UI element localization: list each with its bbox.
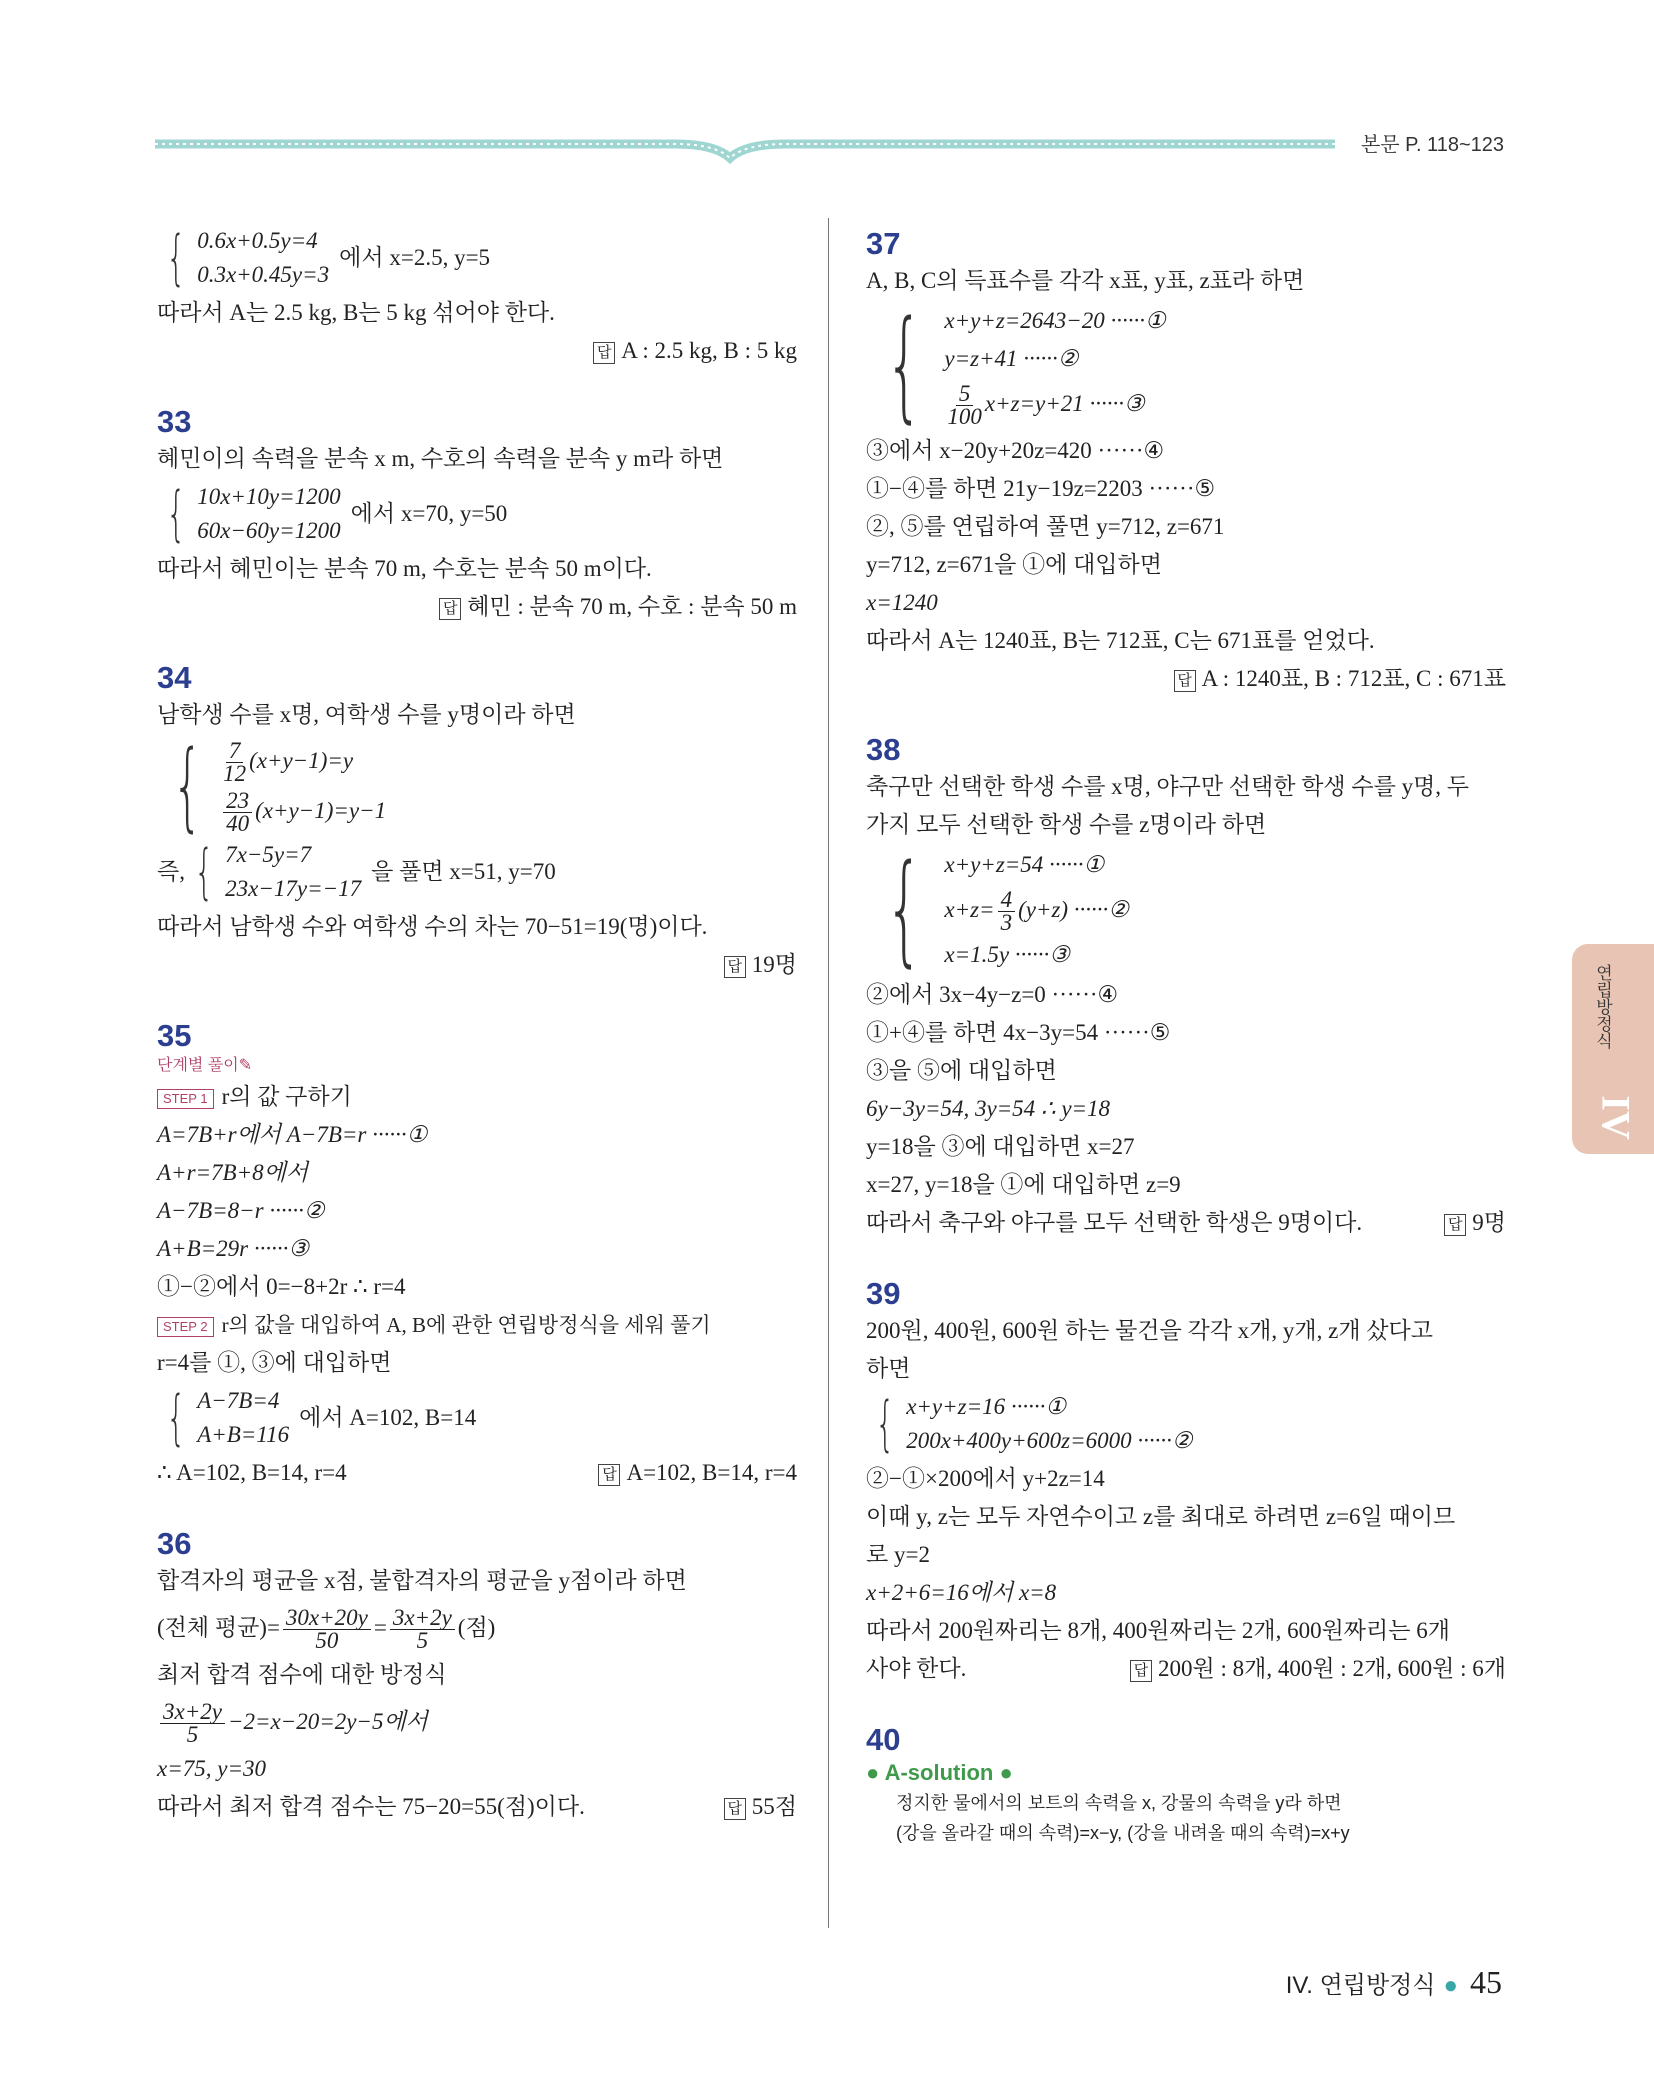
page-number: 45 bbox=[1470, 1964, 1502, 2000]
answer-badge: 답 bbox=[724, 1798, 746, 1820]
equation: x+y+z=16 ······① bbox=[906, 1394, 1066, 1419]
a-solution-heading: ● A-solution ● bbox=[866, 1760, 1013, 1785]
problem-text: 합격자의 평균을 x점, 불합격자의 평균을 y점이라 하면 bbox=[157, 1568, 687, 1593]
brace: { bbox=[194, 837, 214, 907]
equation-system bbox=[866, 296, 1506, 435]
equation: A+B=116 bbox=[197, 1422, 290, 1447]
conclusion-row bbox=[866, 1204, 1506, 1242]
problem-number: 33 bbox=[157, 404, 192, 439]
equation-line: x=1240 bbox=[866, 590, 938, 615]
equation: 200x+400y+600z=6000 ······② bbox=[906, 1428, 1193, 1453]
problem-number: 34 bbox=[157, 660, 192, 695]
equation-line: ②−①×200에서 y+2z=14 bbox=[866, 1466, 1105, 1491]
equation: $\frac{5}{100}$ x+z=y+21 ······③ bbox=[947, 381, 1145, 430]
problem-text: 최저 합격 점수에 대한 방정식 bbox=[157, 1662, 447, 1687]
equation-line: ①+④를 하면 4x−3y=54 ······⑤ bbox=[866, 1020, 1171, 1045]
equation-line: x=75, y=30 bbox=[157, 1756, 266, 1781]
equation: x=1.5y ······③ bbox=[944, 942, 1070, 967]
conclusion-text: 따라서 혜민이는 분속 70 m, 수호는 분속 50 m이다. bbox=[157, 556, 652, 581]
equation: x+y+z=2643−20 ······① bbox=[944, 308, 1166, 333]
conclusion-text: 따라서 A는 1240표, B는 712표, C는 671표를 얻었다. bbox=[866, 628, 1375, 653]
conclusion-text: 따라서 축구와 야구를 모두 선택한 학생은 9명이다. bbox=[866, 1210, 1363, 1235]
equation-line: ③을 ⑤에 대입하면 bbox=[866, 1058, 1057, 1083]
brace: { bbox=[875, 1389, 895, 1459]
conclusion-row bbox=[157, 1454, 797, 1492]
problem-number: 36 bbox=[157, 1526, 192, 1561]
answer-text: 19명 bbox=[751, 952, 797, 977]
equation-system bbox=[157, 730, 797, 842]
conclusion-text: ∴ A=102, B=14, r=4 bbox=[157, 1460, 347, 1485]
lightbulb-icon: ● bbox=[1443, 1972, 1458, 1999]
conclusion-text: 따라서 남학생 수와 여학생 수의 차는 70−51=19(명)이다. bbox=[157, 914, 708, 939]
equation-line: A−7B=8−r ······② bbox=[157, 1198, 325, 1223]
brace: { bbox=[166, 1383, 186, 1453]
problem-text: 혜민이의 속력을 분속 x m, 수호의 속력을 분속 y m라 하면 bbox=[157, 446, 724, 471]
equation-line: 6y−3y=54, 3y=54 ∴ y=18 bbox=[866, 1096, 1111, 1121]
bullet-icon: ● bbox=[999, 1760, 1013, 1785]
problem-text: 하면 bbox=[866, 1356, 911, 1381]
equation-system bbox=[157, 838, 797, 906]
equation-line: x+2+6=16에서 x=8 bbox=[866, 1580, 1057, 1605]
answer-text: 9명 bbox=[1472, 1210, 1506, 1235]
answer-badge: 답 bbox=[1444, 1214, 1466, 1236]
conclusion-text: 따라서 200원짜리는 8개, 400원짜리는 2개, 600원짜리는 6개 bbox=[866, 1618, 1450, 1643]
equation: 7x−5y=7 bbox=[225, 842, 312, 867]
chapter-roman: IV bbox=[1593, 1095, 1639, 1140]
answer-text: 200원 : 8개, 400원 : 2개, 600원 : 6개 bbox=[1158, 1656, 1506, 1681]
answer-line bbox=[157, 332, 797, 370]
answer-line bbox=[866, 660, 1506, 698]
page-footer bbox=[1286, 1964, 1502, 2001]
equation: 10x+10y=1200 bbox=[197, 484, 341, 509]
problem-text: 축구만 선택한 학생 수를 x명, 야구만 선택한 학생 수를 y명, 두 bbox=[866, 774, 1470, 799]
answer-line bbox=[157, 588, 797, 626]
problem-text: 200원, 400원, 600원 하는 물건을 각각 x개, y개, z개 샀다고 bbox=[866, 1318, 1433, 1343]
equation: $\frac{7}{12}$ (x+y−1)=y bbox=[223, 738, 354, 787]
solution-text: 에서 x=70, y=50 bbox=[350, 501, 508, 526]
equation-line: A+B=29r ······③ bbox=[157, 1236, 309, 1261]
answer-line bbox=[157, 946, 797, 984]
equation-line: y=712, z=671을 ①에 대입하면 bbox=[866, 552, 1162, 577]
equation-line: (전체 평균)= $\frac{30x+20y}{50}$ = $\frac{3x+2y}{5}$ (점) bbox=[157, 1605, 496, 1654]
problem-number: 39 bbox=[866, 1276, 901, 1311]
problem-number: 38 bbox=[866, 732, 901, 767]
equation-line: $\frac{3x+2y}{5}$ −2=x−20=2y−5에서 bbox=[157, 1694, 797, 1750]
equation-system bbox=[866, 840, 1506, 979]
equation-line: ①−②에서 0=−8+2r ∴ r=4 bbox=[157, 1274, 406, 1299]
equation-line: A=7B+r에서 A−7B=r ······① bbox=[157, 1122, 428, 1147]
brace: { bbox=[172, 730, 203, 842]
answer-badge: 답 bbox=[593, 342, 615, 364]
answer-text: A : 1240표, B : 712표, C : 671표 bbox=[1201, 666, 1506, 691]
equation-line: r=4를 ①, ③에 대입하면 bbox=[157, 1350, 392, 1375]
equation-line: x=27, y=18을 ①에 대입하면 z=9 bbox=[866, 1172, 1181, 1197]
conclusion-text: 따라서 A는 2.5 kg, B는 5 kg 섞어야 한다. bbox=[157, 300, 555, 325]
a-solution-text: (강을 올라갈 때의 속력)=x−y, (강을 내려올 때의 속력)=x+y bbox=[896, 1823, 1350, 1843]
equation: $\frac{23}{40}$ (x+y−1)=y−1 bbox=[220, 786, 386, 836]
page-reference: 본문 P. 118~123 bbox=[1360, 134, 1504, 156]
answer-text: A=102, B=14, r=4 bbox=[626, 1460, 797, 1485]
brace: { bbox=[885, 840, 924, 979]
equation: x+z= $\frac{4}{3}$ (y+z) ······② bbox=[944, 887, 1129, 936]
problem-number: 37 bbox=[866, 226, 901, 261]
step-title: r의 값을 대입하여 A, B에 관한 연립방정식을 세워 풀기 bbox=[221, 1313, 711, 1337]
brace: { bbox=[885, 296, 924, 435]
equation-line: ①−④를 하면 21y−19z=2203 ······⑤ bbox=[866, 476, 1216, 501]
equation: 0.3x+0.45y=3 bbox=[197, 262, 330, 287]
problem-text: 가지 모두 선택한 학생 수를 z명이라 하면 bbox=[866, 812, 1267, 837]
answer-badge: 답 bbox=[724, 956, 746, 978]
equation-line: ②에서 3x−4y−z=0 ······④ bbox=[866, 982, 1119, 1007]
equation-line: y=18을 ③에 대입하면 x=27 bbox=[866, 1134, 1135, 1159]
equation: 23x−17y=−17 bbox=[225, 876, 362, 901]
problem-number: 35 bbox=[157, 1018, 192, 1053]
left-column bbox=[157, 222, 797, 1826]
step-tag: STEP 2 bbox=[157, 1317, 214, 1337]
solution-text: 에서 A=102, B=14 bbox=[299, 1405, 477, 1430]
problem-number: 40 bbox=[866, 1722, 901, 1757]
equation-line: A+r=7B+8에서 bbox=[157, 1160, 309, 1185]
equation-system bbox=[866, 1390, 1506, 1458]
brace: { bbox=[166, 479, 186, 549]
conclusion-row bbox=[157, 1788, 797, 1826]
right-column bbox=[866, 222, 1506, 1848]
equation: 0.6x+0.5y=4 bbox=[197, 228, 318, 253]
equation-line: ②, ⑤를 연립하여 풀면 y=712, z=671 bbox=[866, 514, 1225, 539]
equation-system bbox=[157, 480, 797, 548]
conclusion-text: 따라서 최저 합격 점수는 75−20=55(점)이다. bbox=[157, 1794, 585, 1819]
step-tag: STEP 1 bbox=[157, 1089, 214, 1109]
answer-text: 55점 bbox=[751, 1794, 797, 1819]
equation: y=z+41 ······② bbox=[944, 346, 1079, 371]
answer-text: A : 2.5 kg, B : 5 kg bbox=[621, 338, 797, 363]
a-solution-text: 정지한 물에서의 보트의 속력을 x, 강물의 속력을 y라 하면 bbox=[896, 1793, 1342, 1813]
brace: { bbox=[166, 223, 186, 293]
answer-badge: 답 bbox=[439, 598, 461, 620]
chapter-side-tab bbox=[1572, 944, 1654, 1154]
equation-line: ③에서 x−20y+20z=420 ······④ bbox=[866, 438, 1165, 463]
answer-badge: 답 bbox=[1174, 670, 1196, 692]
problem-text: A, B, C의 득표수를 각각 x표, y표, z표라 하면 bbox=[866, 268, 1305, 293]
answer-text: 혜민 : 분속 70 m, 수호 : 분속 50 m bbox=[467, 594, 797, 619]
equation: x+y+z=54 ······① bbox=[944, 852, 1105, 877]
equation-system bbox=[157, 224, 797, 292]
header-wave-band bbox=[155, 128, 1335, 168]
conclusion-text: 사야 한다. bbox=[866, 1656, 967, 1681]
solution-text: 에서 x=2.5, y=5 bbox=[339, 245, 491, 270]
step-solution-label: 단계별 풀이✎ bbox=[157, 1057, 253, 1074]
problem-text: 이때 y, z는 모두 자연수이고 z를 최대로 하려면 z=6일 때이므 bbox=[866, 1504, 1456, 1529]
chapter-label: 연립방정식 bbox=[1593, 964, 1612, 1049]
bullet-icon: ● bbox=[866, 1760, 880, 1785]
solution-text: 을 풀면 x=51, y=70 bbox=[371, 859, 556, 884]
problem-text: 로 y=2 bbox=[866, 1542, 930, 1567]
step-title: r의 값 구하기 bbox=[221, 1084, 352, 1109]
equation: A−7B=4 bbox=[197, 1388, 280, 1413]
prefix-text: 즉, bbox=[157, 859, 185, 884]
conclusion-row bbox=[866, 1650, 1506, 1688]
chapter-title: IV. 연립방정식 bbox=[1285, 1972, 1436, 1999]
equation: 60x−60y=1200 bbox=[197, 518, 341, 543]
column-divider bbox=[828, 218, 829, 1928]
problem-text: 남학생 수를 x명, 여학생 수를 y명이라 하면 bbox=[157, 702, 576, 727]
answer-badge: 답 bbox=[598, 1464, 620, 1486]
equation-system bbox=[157, 1384, 797, 1452]
answer-badge: 답 bbox=[1130, 1660, 1152, 1682]
